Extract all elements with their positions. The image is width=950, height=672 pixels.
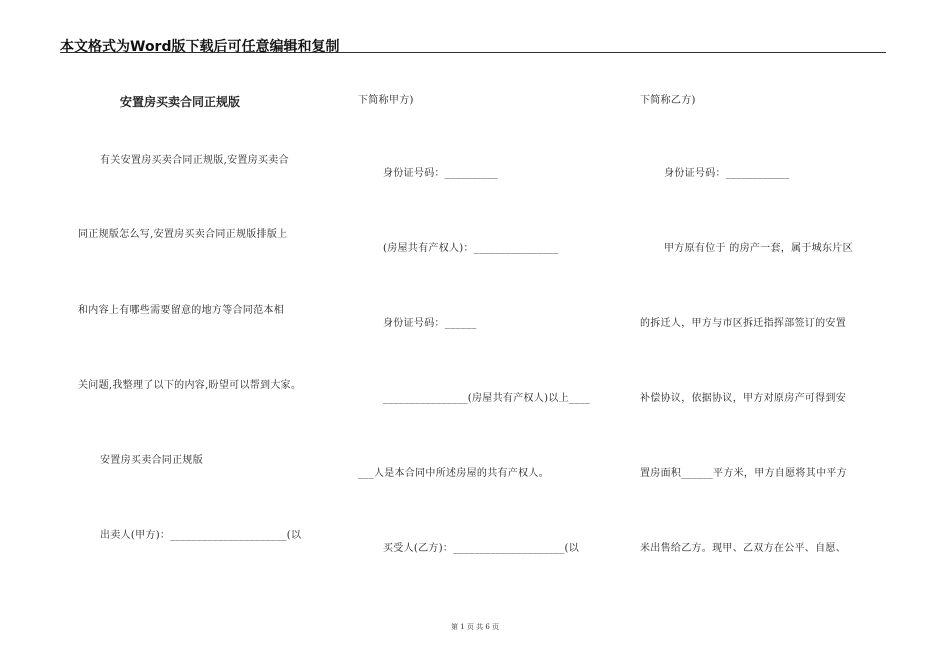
col1-line: 关问题,我整理了以下的内容,盼望可以帮到大家。 <box>78 380 302 391</box>
col3-line: 下简称乙方) <box>640 95 696 106</box>
col3-line: 的拆迁人，甲方与市区拆迁指挥部签订的安置 <box>640 318 846 329</box>
col2-line: ________________(房屋共有产权人)以上____ <box>383 393 591 404</box>
col3-line: 甲方原有位于 的房产一套，属于城东片区 <box>664 243 853 254</box>
col2-line: 身份证号码：__________ <box>383 168 498 179</box>
col2-line: ___人是本合同中所述房屋的共有产权人。 <box>358 468 549 479</box>
col1-line: 有关安置房买卖合同正规版,安置房买卖合 <box>100 155 289 166</box>
col2-line: 下简称甲方) <box>358 95 414 106</box>
col1-line: 和内容上有哪些需要留意的地方等合同范本相 <box>78 305 284 316</box>
col1-line: 安置房买卖合同正规版 <box>100 455 203 466</box>
page-footer: 第 1 页 共 6 页 <box>450 623 500 631</box>
col2-line: 买受人(乙方)：_____________________(以 <box>383 543 580 554</box>
col3-line: 米出售给乙方。现甲、乙双方在公平、自愿、 <box>640 543 846 554</box>
col2-line: 身份证号码：______ <box>383 318 477 329</box>
col3-line: 置房面积______平方米，甲方自愿将其中平方 <box>640 468 847 479</box>
col1-line: 同正规版怎么写,安置房买卖合同正规版排版上 <box>78 229 288 240</box>
col3-line: 补偿协议，依据协议，甲方对原房产可得到安 <box>640 393 846 404</box>
col3-line: 身份证号码：____________ <box>664 168 790 179</box>
header-title: 本文格式为Word版下载后可任意编辑和复制 <box>60 39 340 55</box>
col2-line: (房屋共有产权人)：________________ <box>383 243 559 254</box>
col1-line: 出卖人(甲方)：______________________(以 <box>100 530 302 541</box>
header-divider <box>60 52 886 53</box>
document-title: 安置房买卖合同正规版 <box>120 95 241 109</box>
